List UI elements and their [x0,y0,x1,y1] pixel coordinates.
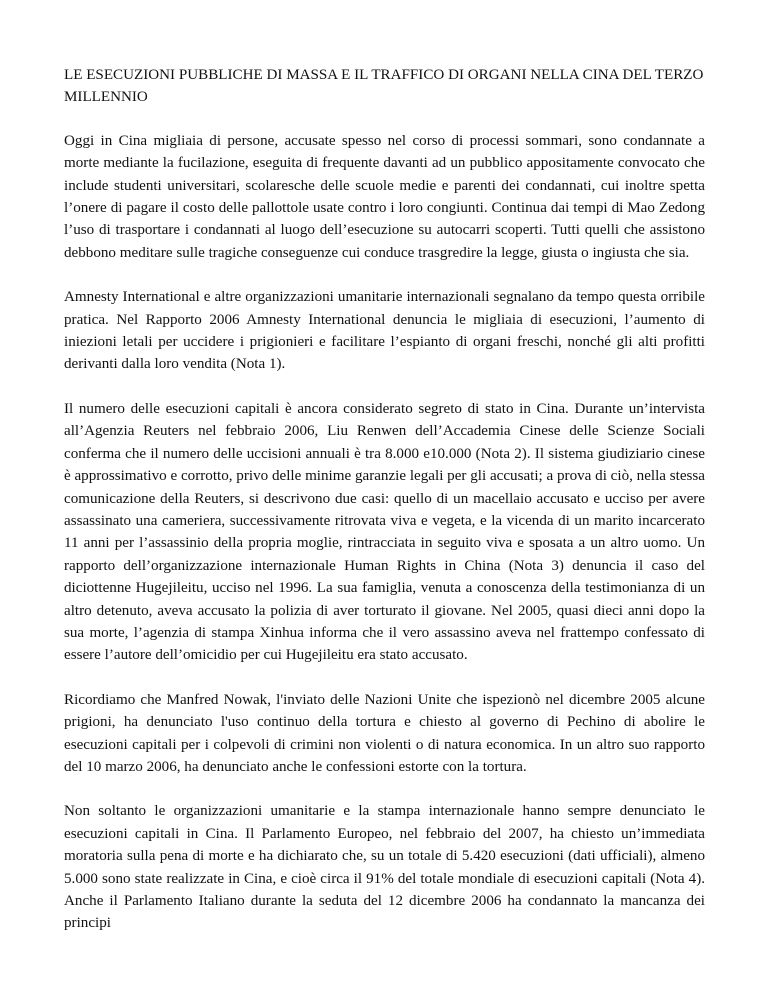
paragraph-manfred-nowak: Ricordiamo che Manfred Nowak, l'inviato delle Nazioni Unite che ispezionò nel dicembre 2005 alcune prigioni, ha denunciato l'uso continuo della tortura e chiesto al governo di Pechino di abolire le esecuzioni capitali per i colpevoli di crimini non violenti o di natura economica. In un altro suo rapporto del 10 marzo 2006, ha denunciato anche le confessioni estorte con la tortura. [64,691,705,775]
paragraph-amnesty-international: Amnesty International e altre organizzazioni umanitarie internazionali segnalano da tempo questa orribile pratica. Nel Rapporto 2006 Amnesty International denuncia le migliaia di esecuzioni, l’aumento di iniezioni letali per uccidere i prigionieri e facilitare l’espianto di organi freschi, nonché gli alti profitti derivanti dalla loro vendita (Nota 1). [64,289,705,373]
document-page [64,64,705,935]
paragraph-state-secret: Il numero delle esecuzioni capitali è ancora considerato segreto di stato in Cina. Durante un’intervista all’Agenzia Reuters nel febbraio 2006, Liu Renwen dell’Accademia Cinese delle Scienze Sociali conferma che il numero delle uccisioni annuali è tra 8.000 e10.000 (Nota 2). Il sistema giudiziario cinese è approssimativo e corrotto, privo delle minime garanzie legali per gli accusati; a prova di ciò, nella stessa comunicazione della Reuters, si descrivono due casi: quello di un macellaio accusato e ucciso per avere assassinato una cameriera, successivamente ritrovata viva e vegeta, e la vicenda di un marito incarcerato 11 anni per l’assassinio della propria moglie, rintracciata in seguito viva e sposata a un altro uomo. Un rapporto dell’organizzazione internazionale Human Rights in China (Nota 3) denuncia il caso del diciottenne Hugejileitu, ucciso nel 1996. La sua famiglia, venuta a conoscenza della testimonianza di un altro detenuto, aveva accusato la polizia di aver torturato il giovane. Nel 2005, quasi dieci anni dopo la sua morte, l’agenzia di stampa Xinhua informa che il vero assassino aveva nel frattempo confessato di essere l’autore dell’omicidio per cui Hugejileitu era stato accusato. [64,400,705,664]
paragraph-public-executions: Oggi in Cina migliaia di persone, accusate spesso nel corso di processi sommari, sono condannate a morte mediante la fucilazione, eseguita di frequente davanti ad un pubblico appositamente convocato che include studenti universitari, scolaresche delle scuole medie e parenti dei condannati, cui inoltre spetta l’onere di pagare il costo delle pallottole usate contro i loro congiunti. Continua dai tempi di Mao Zedong l’uso di trasportare i condannati al luogo dell’esecuzione su autocarri scoperti. Tutti quelli che assistono debbono meditare sulle tragiche conseguenze cui conduce trasgredire la legge, giusta o ingiusta che sia. [64,132,705,261]
paragraph-european-parliament: Non soltanto le organizzazioni umanitarie e la stampa internazionale hanno sempre denunciato le esecuzioni capitali in Cina. Il Parlamento Europeo, nel febbraio del 2007, ha chiesto un’immediata moratoria sulla pena di morte e ha dichiarato che, su un totale di 5.420 esecuzioni (dati ufficiali), almeno 5.000 sono state realizzate in Cina, e cioè circa il 91% del totale mondiale di esecuzioni capitali (Nota 4). Anche il Parlamento Italiano durante la seduta del 12 dicembre 2006 ha condannato la mancanza dei principi [64,803,705,932]
document-title: LE ESECUZIONI PUBBLICHE DI MASSA E IL TRAFFICO DI ORGANI NELLA CINA DEL TERZO MILLENNIO [64,67,704,106]
